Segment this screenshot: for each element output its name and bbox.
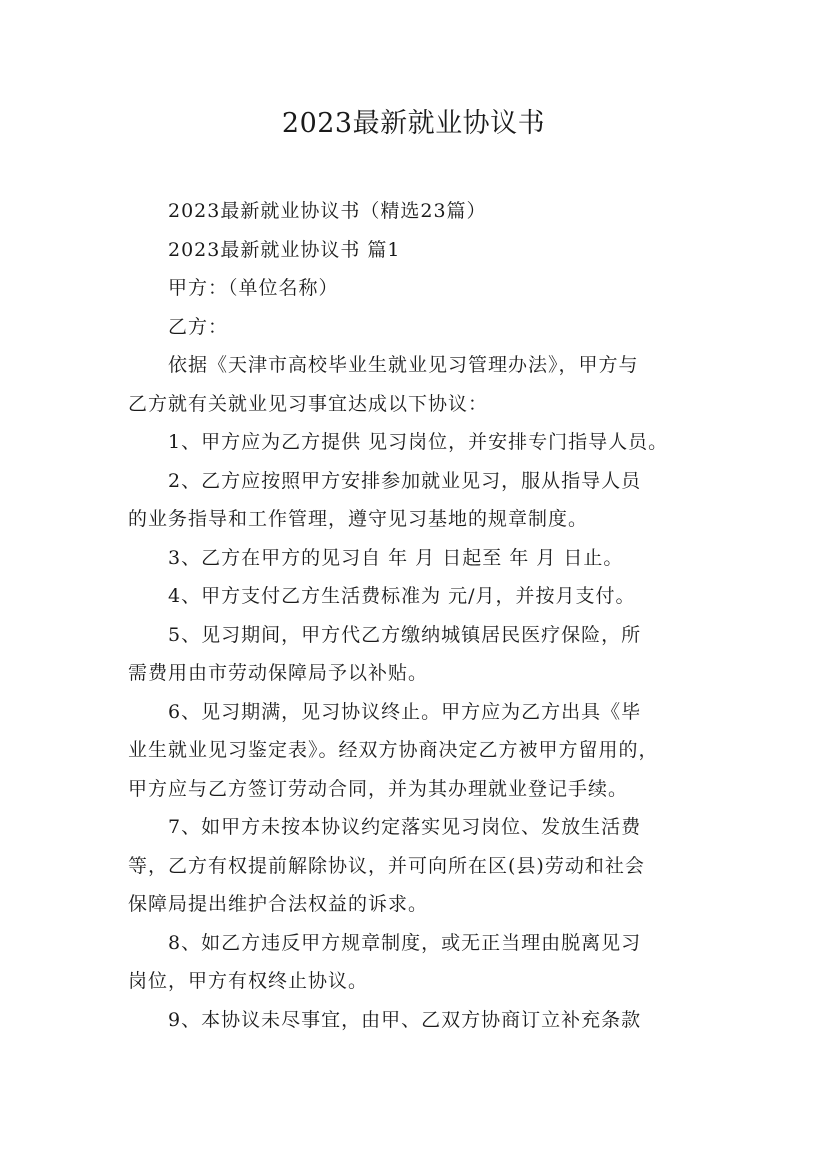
text-line: 4、甲方支付乙方生活费标准为 元/月，并按月支付。 [168, 585, 636, 607]
document-title: 2023最新就业协议书 [281, 108, 546, 139]
text-line: 7、如甲方未按本协议约定落实见习岗位、发放生活费 [168, 816, 642, 838]
text-line: 9、本协议未尽事宜，由甲、乙双方协商订立补充条款 [168, 1008, 642, 1031]
text-line: 需费用由市劳动保障局予以补贴。 [128, 662, 429, 684]
text-line: 业生就业见习鉴定表》。经双方协商决定乙方被甲方留用的， [128, 739, 659, 761]
text-line: 3、乙方在甲方的见习自 年 月 日起至 年 月 日止。 [168, 546, 624, 569]
text-line: 甲方：（单位名称） [168, 277, 339, 299]
text-line: 1、甲方应为乙方提供 见习岗位，并安排专门指导人员。 [168, 431, 669, 453]
text-line: 保障局提出维护合法权益的诉求。 [128, 893, 429, 915]
text-line: 乙方就有关就业见习事宜达成以下协议： [128, 392, 489, 415]
text-line: 6、见习期满，见习协议终止。甲方应为乙方出具《毕 [168, 700, 642, 723]
document-body [128, 192, 708, 1039]
text-line: 依据《天津市高校毕业生就业见习管理办法》，甲方与 [168, 354, 639, 376]
text-line: 5、见习期间，甲方代乙方缴纳城镇居民医疗保险，所 [168, 623, 642, 646]
text-line: 乙方： [168, 315, 229, 338]
text-line: 8、如乙方违反甲方规章制度，或无正当理由脱离见习 [168, 931, 642, 954]
text-line: 的业务指导和工作管理，遵守见习基地的规章制度。 [128, 508, 589, 530]
text-line: 等，乙方有权提前解除协议，并可向所在区(县)劳动和社会 [128, 854, 645, 877]
text-line: 岗位，甲方有权终止协议。 [128, 970, 369, 992]
text-line: 2023最新就业协议书（精选23篇） [168, 200, 487, 222]
text-line: 2、乙方应按照甲方安排参加就业见习，服从指导人员 [168, 469, 642, 492]
text-line: 2023最新就业协议书 篇1 [168, 238, 401, 261]
text-line: 甲方应与乙方签订劳动合同，并为其办理就业登记手续。 [128, 777, 629, 800]
